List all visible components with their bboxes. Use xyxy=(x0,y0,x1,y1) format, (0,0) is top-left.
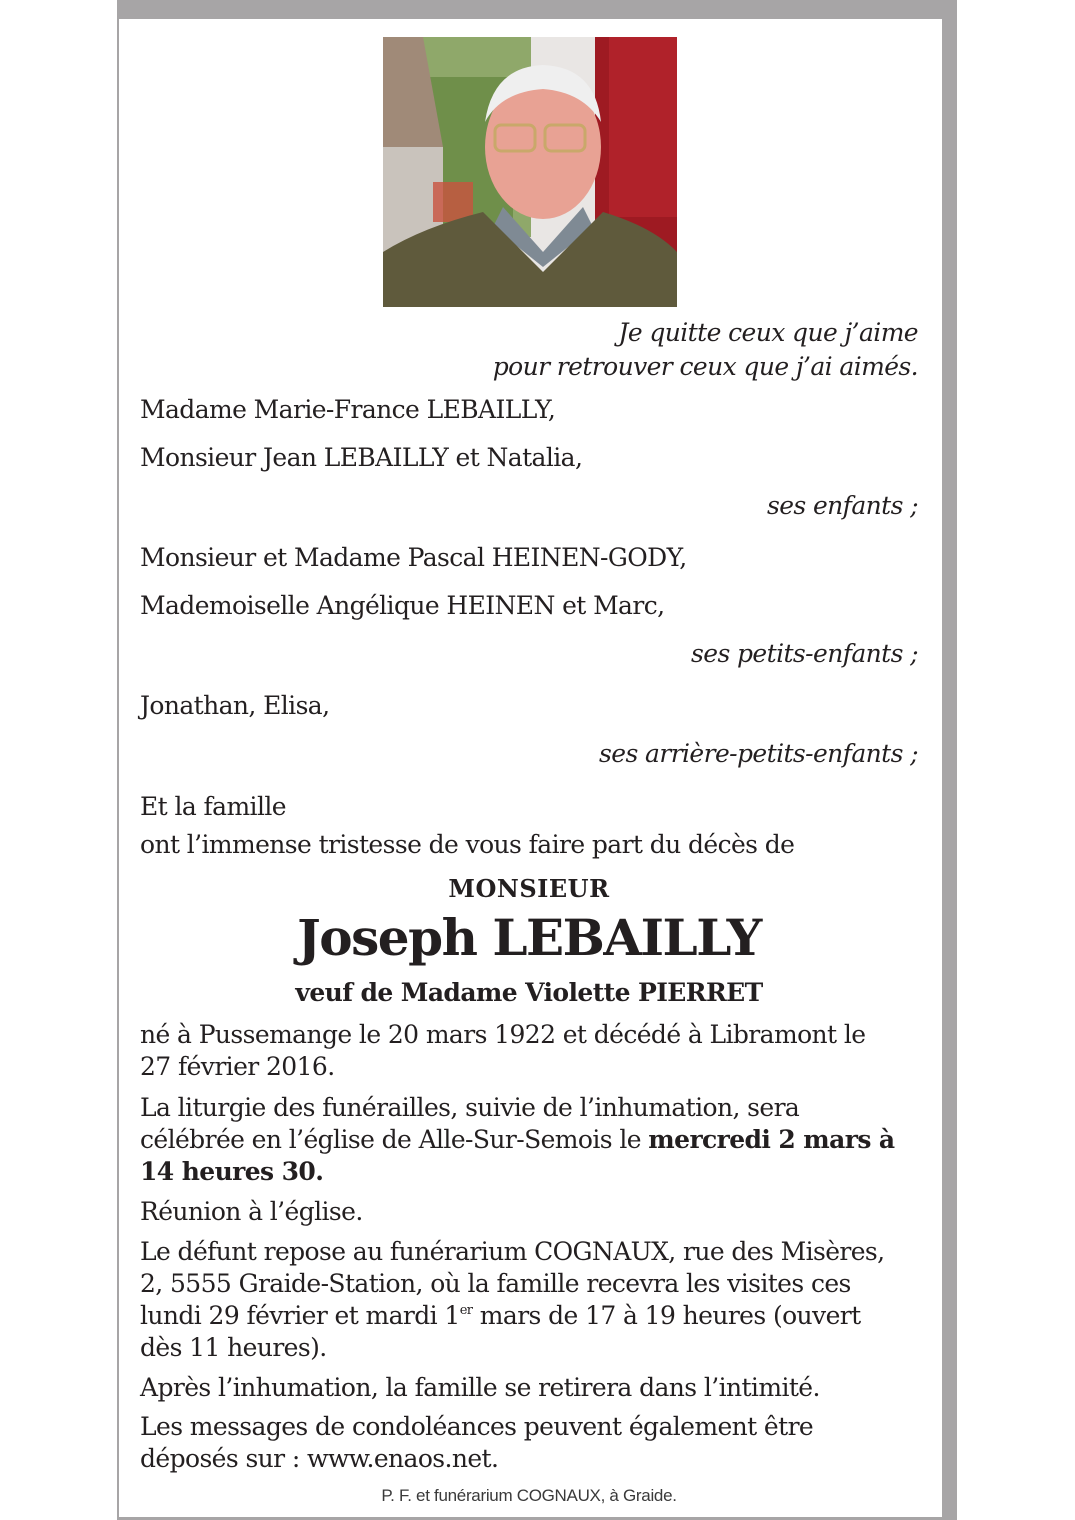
birth-death-line-2: 27 février 2016. xyxy=(140,1052,335,1081)
spouse-line: veuf de Madame Violette PIERRET xyxy=(295,978,763,1007)
condolences-line-2: déposés sur : www.enaos.net. xyxy=(140,1444,499,1473)
child-1: Madame Marie-France LEBAILLY, xyxy=(140,395,556,424)
rest-line-3-b: mars de 17 à 19 heures (ouvert xyxy=(472,1301,861,1330)
grandchild-1: Monsieur et Madame Pascal HEINEN-GODY, xyxy=(140,543,687,572)
condolences-line-1: Les messages de condoléances peuvent également être xyxy=(140,1412,814,1441)
grandchild-2: Mademoiselle Angélique HEINEN et Marc, xyxy=(140,591,665,620)
deceased-title: MONSIEUR xyxy=(448,874,610,903)
grandchildren-label: ses petits-enfants ; xyxy=(691,639,918,668)
child-2: Monsieur Jean LEBAILLY et Natalia, xyxy=(140,443,583,472)
and-family: Et la famille xyxy=(140,792,286,821)
rest-line-4: dès 11 heures). xyxy=(140,1333,327,1362)
birth-death-line-1: né à Pussemange le 20 mars 1922 et décédé à Libramont le xyxy=(140,1020,866,1049)
rest-line-3-a: lundi 29 février et mardi 1 xyxy=(140,1301,460,1330)
after-burial: Après l’inhumation, la famille se retirera dans l’intimité. xyxy=(140,1373,820,1402)
ordinal-suffix: er xyxy=(459,1303,473,1318)
liturgy-line-2 xyxy=(140,1125,895,1154)
epigraph-line-1: Je quitte ceux que j’aime xyxy=(618,318,918,347)
funeral-home-footer: P. F. et funérarium COGNAUX, à Graide. xyxy=(381,1486,677,1505)
liturgy-line-1: La liturgie des funérailles, suivie de l’inhumation, sera xyxy=(140,1093,800,1122)
children-label: ses enfants ; xyxy=(766,491,918,520)
great-grandchildren-label: ses arrière-petits-enfants ; xyxy=(599,739,918,768)
deceased-photo xyxy=(383,37,677,307)
epigraph-line-2: pour retrouver ceux que j’ai aimés. xyxy=(492,352,918,381)
announcement: ont l’immense tristesse de vous faire part du décès de xyxy=(140,830,795,859)
funeral-date: mercredi 2 mars à xyxy=(648,1125,895,1154)
great-grandchildren: Jonathan, Elisa, xyxy=(140,691,330,720)
liturgy-line-2-text: célébrée en l’église de Alle-Sur-Semois le xyxy=(140,1125,649,1154)
funeral-time: 14 heures 30. xyxy=(140,1157,324,1186)
rest-line-2: 2, 5555 Graide-Station, où la famille recevra les visites ces xyxy=(140,1269,851,1298)
rest-line-3 xyxy=(140,1301,861,1330)
reunion: Réunion à l’église. xyxy=(140,1197,363,1226)
rest-line-1: Le défunt repose au funérarium COGNAUX, rue des Misères, xyxy=(140,1237,885,1266)
portrait-image xyxy=(383,37,677,307)
deceased-name: Joseph LEBAILLY xyxy=(297,908,761,967)
